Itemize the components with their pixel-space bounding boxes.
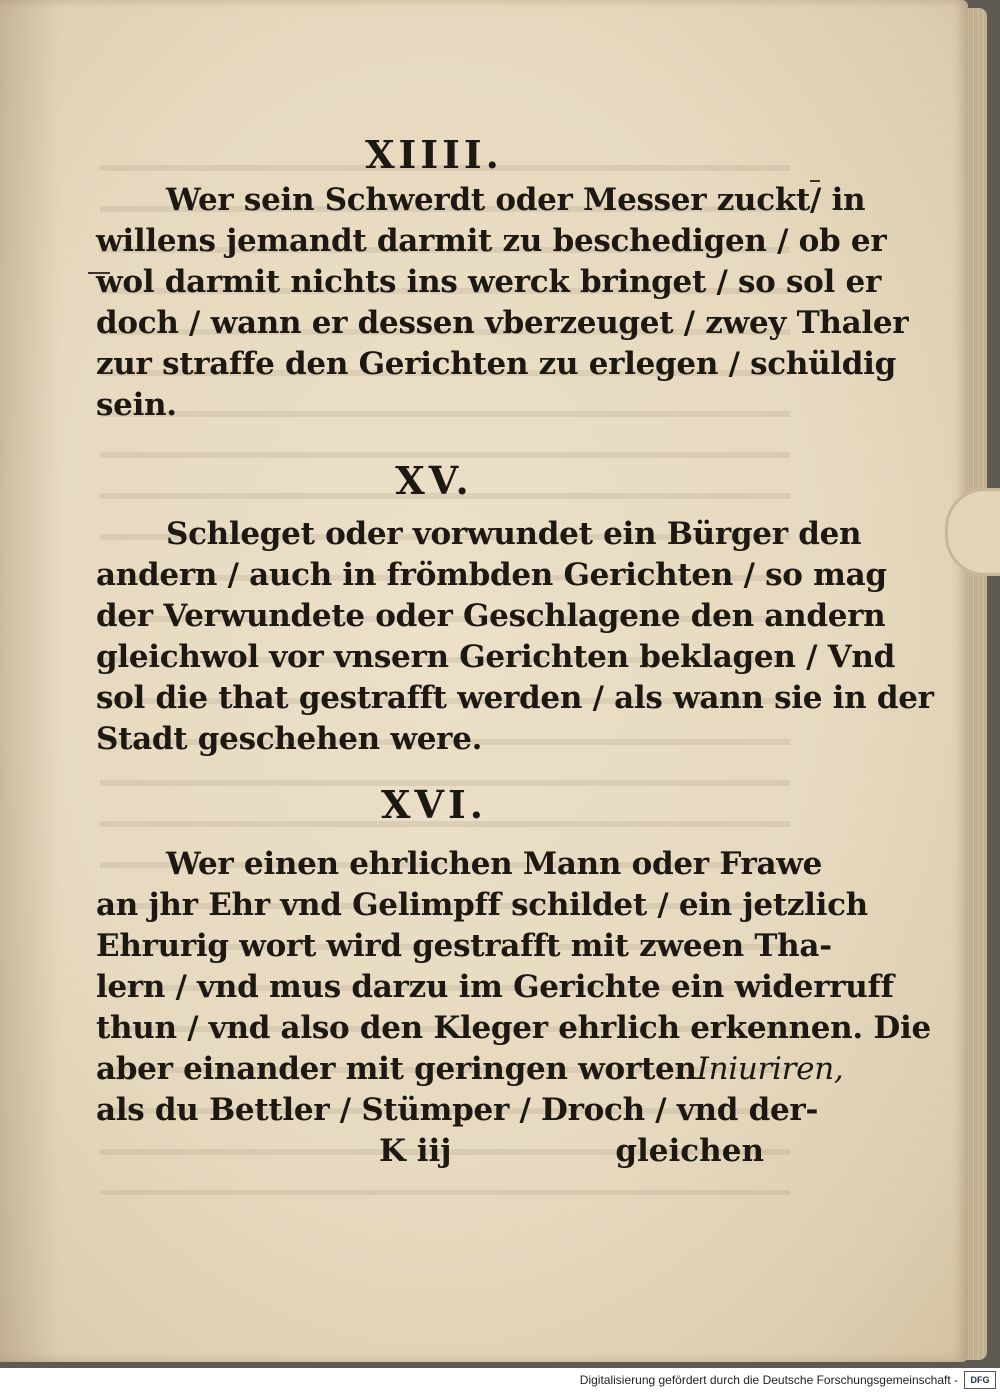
text-line: zur straffe den Gerichten zu erlegen / schüldig [96,346,897,382]
credit-bar [0,1368,1000,1392]
text-line: sein. [96,387,177,423]
dfg-logo-icon: DFG [964,1371,996,1389]
text-line: an jhr Ehr vnd Gelimpff schildet / ein jetzlich [96,887,868,923]
text-line: lern / vnd mus darzu im Gerichte ein widerruff [96,969,894,1005]
text-line: als du Bettler / Stümper / Droch / vnd der- [96,1092,819,1128]
text-line: Stadt geschehen were. [96,721,483,757]
text-line: thun / vnd also den Kleger ehrlich erkennen. Die [96,1010,931,1046]
text-line: sol die that gestrafft werden / als wann sie in der [96,680,934,716]
catchword: gleichen [615,1133,764,1169]
credit-text: Digitalisierung gefördert durch die Deutsche Forschungsgemeinschaft - [579,1373,958,1387]
text-line: Ehrurig wort wird gestrafft mit zween Tha- [96,928,832,964]
text-line: willens jemandt darmit zu beschedigen / ob er [96,223,887,259]
text-line: Wer sein Schwerdt oder Messer zuckt/ in [166,182,866,218]
signature-mark: K iij [379,1133,452,1169]
page-text [96,130,934,1172]
text-line: gleichwol vor vnsern Gerichten beklagen / Vnd [96,639,895,675]
section-heading: XVI. [381,782,487,827]
text-line-part: aber einander mit geringen worten [96,1051,697,1087]
section-heading: XV. [395,458,473,503]
page-edge [965,8,987,1360]
text-line: wol darmit nichts ins werck bringet / so sol er [96,264,881,300]
section-heading: XIIII. [365,132,503,177]
text-line: der Verwundete oder Geschlagene den andern [96,598,886,634]
page-footer [96,1131,772,1172]
binding-shadow [0,0,60,1362]
latin-word: Iniuriren, [696,1051,844,1087]
text-line [96,1049,844,1090]
text-line: andern / auch in frömbden Gerichten / so mag [96,557,887,593]
text-line: Schleget oder vorwundet ein Bürger den [166,516,862,552]
text-line: Wer einen ehrlichen Mann oder Frawe [166,846,823,882]
text-line: doch / wann er dessen vberzeuget / zwey Thaler [96,305,909,341]
